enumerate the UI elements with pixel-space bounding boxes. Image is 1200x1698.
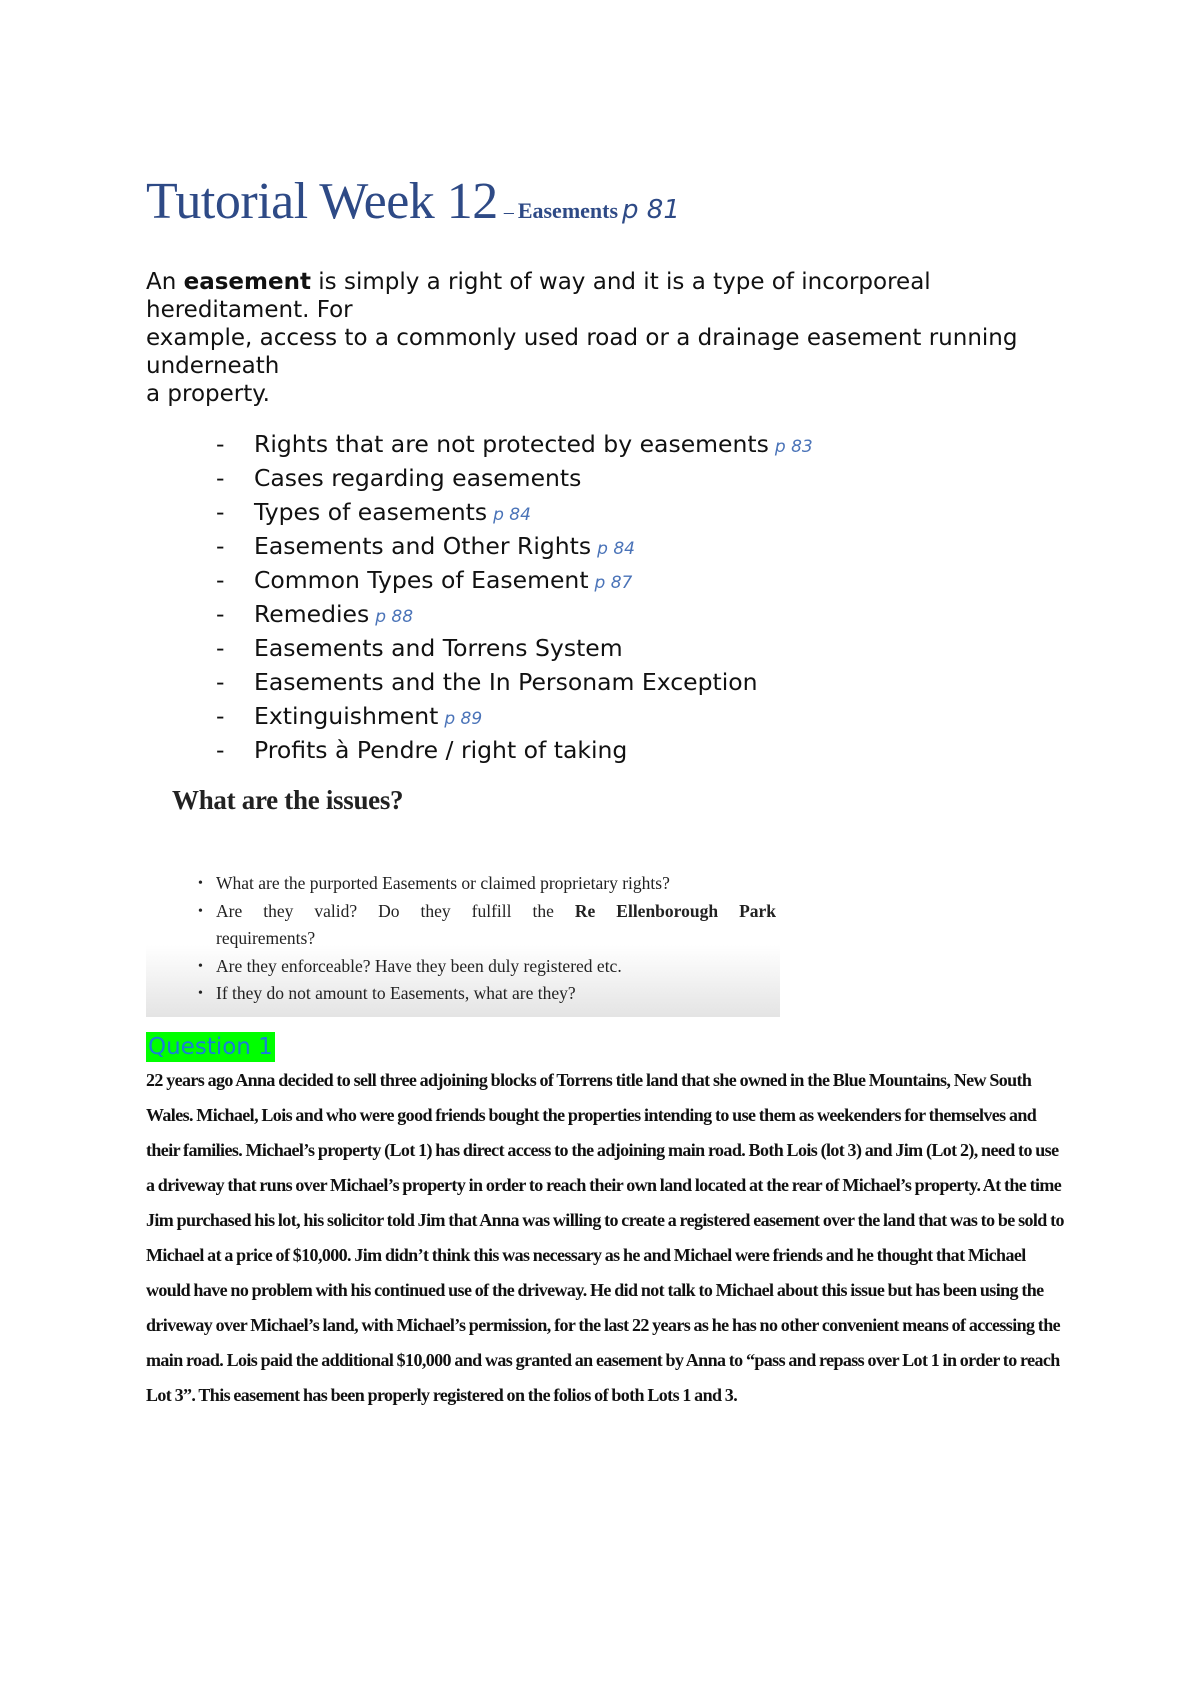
issue-text: requirements? bbox=[216, 928, 316, 948]
intro-line-3: a property. bbox=[146, 381, 270, 407]
topic-item: - Profits à Pendre / right of taking bbox=[216, 736, 628, 764]
topic-page-ref: p 84 bbox=[493, 505, 531, 525]
topics-list bbox=[216, 427, 813, 767]
intro-line1-rest: is simply a right of way and it is a type of incorporeal hereditament. For bbox=[146, 269, 931, 323]
title-page-ref: p 81 bbox=[622, 195, 680, 225]
issues-image bbox=[146, 785, 780, 1017]
bullet-icon: • bbox=[198, 903, 203, 919]
issue-item bbox=[198, 898, 777, 953]
issue-item bbox=[198, 953, 776, 981]
topic-text: Common Types of Easement bbox=[254, 566, 589, 594]
title-main: Tutorial Week 12 bbox=[146, 173, 498, 230]
bullet-icon: • bbox=[198, 958, 203, 974]
bullet-icon: • bbox=[198, 986, 203, 1001]
title-dash: – bbox=[503, 201, 514, 223]
topic-page-ref: p 83 bbox=[774, 437, 813, 457]
intro-line-1 bbox=[146, 268, 1026, 324]
issue-item bbox=[198, 870, 776, 898]
intro-term: easement bbox=[183, 269, 311, 295]
issue-text: Are they enforceable? Have they been duly registered etc. bbox=[216, 955, 622, 976]
topic-page-ref: p 88 bbox=[375, 607, 414, 627]
issue-case-name: Re Ellenborough Park bbox=[574, 900, 777, 921]
topic-page-ref: p 84 bbox=[597, 539, 635, 559]
topic-item: - Extinguishment p 89 bbox=[216, 702, 483, 730]
intro-line-2: example, access to a commonly used road or a drainage easement running underneath bbox=[146, 325, 1018, 379]
topic-item: - Cases regarding easements bbox=[216, 464, 582, 492]
bullet-icon: • bbox=[198, 876, 203, 891]
topic-text: Cases regarding easements bbox=[254, 464, 582, 492]
topic-page-ref: p 87 bbox=[594, 573, 633, 593]
issue-item bbox=[198, 980, 776, 1008]
title-subtitle: Easements bbox=[517, 198, 619, 223]
issue-text-justified bbox=[216, 898, 776, 926]
question-body: 22 years ago Anna decided to sell three adjoining blocks of Torrens title land that she owned in the Blue Mountains, New South Wales. Michael, Lois and who were good friends bought the properties intending to use them as weekenders for themselves and their families. Michael’s property (Lot 1) has direct access to the adjoining main road. Both Lois (lot 3) and Jim (Lot 2), need to use a driveway that runs over Michael’s property in order to reach their own land located at the rear of Michael’s property. At the time Jim purchased his lot, his solicitor told Jim that Anna was willing to create a registered easement over the land that was to be sold to Michael at a price of $10,000. Jim didn’t think this was necessary as he and Michael were friends and he thought that Michael would have no problem with his continued use of the driveway. He did not talk to Michael about this issue but has been using the driveway over Michael’s land, with Michael’s permission, for the last 22 years as he has no other convenient means of accessing the main road. Lois paid the additional $10,000 and was granted an easement by Anna to “pass and repass over Lot 1 in order to reach Lot 3”. This easement has been properly registered on the folios of both Lots 1 and 3. bbox=[146, 1070, 1064, 1405]
topic-item: - Types of easements p 84 bbox=[216, 498, 531, 526]
topic-item: - Easements and the In Personam Exception bbox=[216, 668, 758, 696]
topic-item: - Common Types of Easement p 87 bbox=[216, 566, 633, 594]
page-title bbox=[146, 172, 680, 231]
topic-item: - Remedies p 88 bbox=[216, 600, 414, 628]
topic-item: - Easements and Other Rights p 84 bbox=[216, 532, 635, 560]
issue-text: If they do not amount to Easements, what are they? bbox=[216, 983, 576, 1003]
issue-text: What are the purported Easements or claimed proprietary rights? bbox=[216, 873, 670, 893]
intro-prefix: An bbox=[146, 269, 177, 295]
topic-text: Rights that are not protected by easements bbox=[254, 430, 769, 458]
topic-text: Remedies bbox=[254, 600, 370, 628]
intro-paragraph bbox=[146, 268, 1026, 408]
issues-list bbox=[198, 870, 777, 1008]
topic-item: - Rights that are not protected by easements p 83 bbox=[216, 430, 813, 458]
issue-text: Are they valid? Do they fulfill the bbox=[216, 900, 554, 921]
topic-text: Easements and Torrens System bbox=[254, 634, 623, 662]
question-label: Question 1 bbox=[148, 1034, 273, 1060]
topic-text: Easements and Other Rights bbox=[254, 532, 592, 560]
issues-heading: What are the issues? bbox=[172, 785, 404, 815]
topic-text: Types of easements bbox=[254, 498, 488, 526]
topic-text: Extinguishment bbox=[254, 702, 439, 730]
topic-item: - Easements and Torrens System bbox=[216, 634, 623, 662]
topic-text: Easements and the In Personam Exception bbox=[254, 668, 758, 696]
topic-text: Profits à Pendre / right of taking bbox=[254, 736, 628, 764]
topic-page-ref: p 89 bbox=[444, 709, 483, 729]
